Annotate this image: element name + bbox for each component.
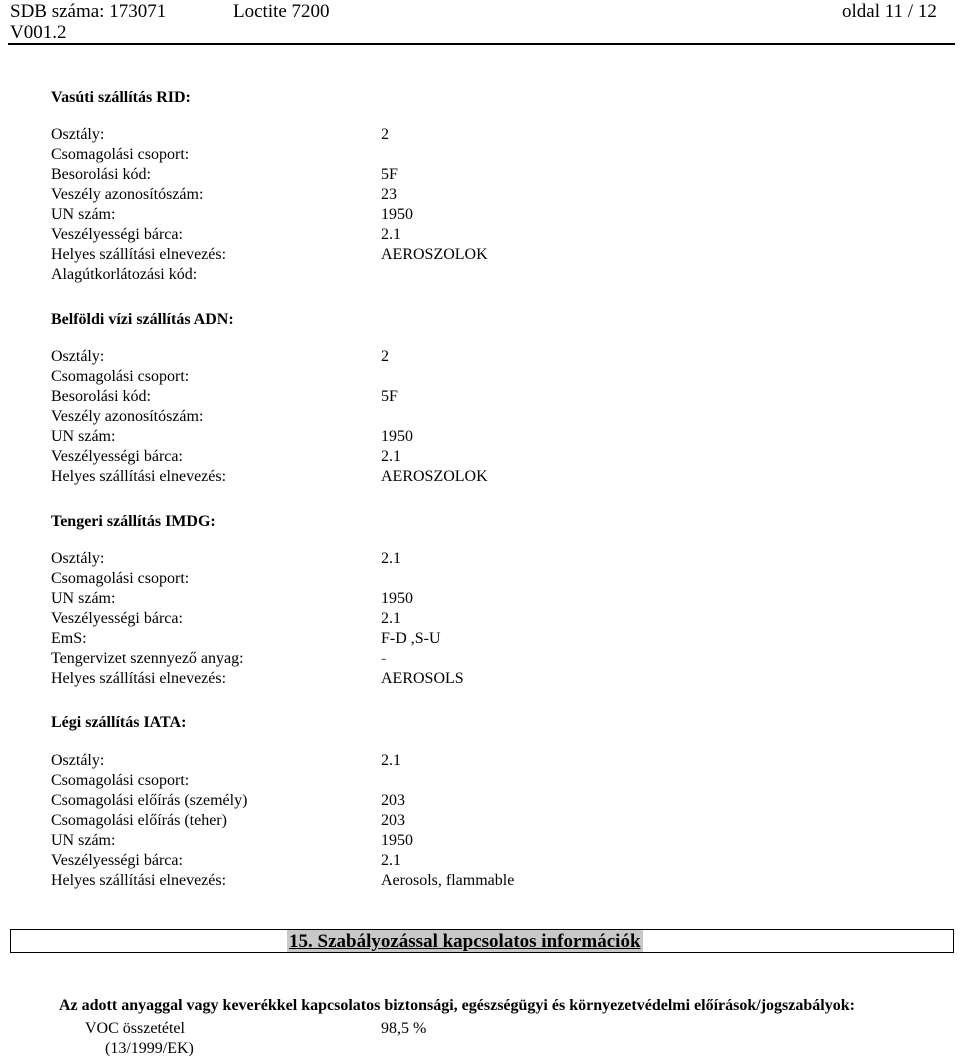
rid-row [51, 205, 931, 225]
rid-row [51, 145, 931, 165]
row-label: Veszély azonosítószám: [51, 186, 204, 203]
rid-row [51, 165, 931, 185]
row-label: UN szám: [51, 832, 116, 849]
regulations-heading: Az adott anyaggal vagy keverékkel kapcsolatos biztonsági, egészségügyi és környezetvédelmi előírások/jogszabályok: [59, 997, 855, 1014]
row-label: Helyes szállítási elnevezés: [51, 670, 227, 687]
adn-row [51, 367, 931, 387]
adn-row [51, 407, 931, 427]
row-label: Csomagolási csoport: [51, 146, 190, 163]
row-label: Helyes szállítási elnevezés: [51, 468, 227, 485]
row-value: 203 [381, 812, 405, 829]
row-label: Csomagolási csoport: [51, 570, 190, 587]
voc-value: 98,5 % [381, 1020, 427, 1037]
iata-row [51, 751, 931, 771]
row-value: F-D ,S-U [381, 630, 441, 647]
row-label: Besorolási kód: [51, 166, 151, 183]
adn-row [51, 447, 931, 467]
row-label: Besorolási kód: [51, 388, 151, 405]
row-value: - [381, 650, 387, 667]
row-label: Csomagolási csoport: [51, 772, 190, 789]
iata-row [51, 831, 931, 851]
row-label: Csomagolási előírás (személy) [51, 792, 248, 809]
imdg-row [51, 589, 931, 609]
row-label: Helyes szállítási elnevezés: [51, 872, 227, 889]
row-label: UN szám: [51, 428, 116, 445]
row-label: EmS: [51, 630, 87, 647]
row-value: 2.1 [381, 852, 401, 869]
row-label: Veszély azonosítószám: [51, 408, 204, 425]
iata-row [51, 771, 931, 791]
rid-title: Vasúti szállítás RID: [51, 89, 191, 106]
row-label: Tengervizet szennyező anyag: [51, 650, 244, 667]
row-value: 2 [381, 126, 389, 143]
version: V001.2 [10, 22, 67, 43]
row-label: Csomagolási csoport: [51, 368, 190, 385]
row-value: 23 [381, 186, 397, 203]
imdg-row [51, 549, 931, 569]
row-value: 2.1 [381, 226, 401, 243]
row-label: UN szám: [51, 206, 116, 223]
row-value: AEROSZOLOK [381, 246, 488, 263]
imdg-row [51, 609, 931, 629]
section-15-title: 15. Szabályozással kapcsolatos információk [289, 931, 641, 952]
row-value: 5F [381, 388, 398, 405]
adn-title: Belföldi vízi szállítás ADN: [51, 311, 234, 328]
row-label: UN szám: [51, 590, 116, 607]
iata-row [51, 871, 931, 891]
row-label: Veszélyességi bárca: [51, 226, 183, 243]
row-value: 1950 [381, 428, 413, 445]
iata-row [51, 791, 931, 811]
iata-row [51, 811, 931, 831]
row-value: 203 [381, 792, 405, 809]
row-value: 5F [381, 166, 398, 183]
adn-row [51, 467, 931, 487]
page-header [8, 0, 952, 44]
rid-row [51, 185, 931, 205]
page-number: oldal 11 / 12 [842, 1, 937, 22]
imdg-row [51, 669, 931, 689]
imdg-title: Tengeri szállítás IMDG: [51, 513, 216, 530]
iata-row [51, 851, 931, 871]
rid-row [51, 265, 931, 285]
row-value: 2 [381, 348, 389, 365]
row-value: AEROSOLS [381, 670, 464, 687]
voc-label: VOC összetétel [85, 1020, 185, 1037]
row-label: Csomagolási előírás (teher) [51, 812, 227, 829]
row-value: 2.1 [381, 752, 401, 769]
imdg-row [51, 649, 931, 669]
rid-row [51, 225, 931, 245]
row-label: Veszélyességi bárca: [51, 610, 183, 627]
row-value: AEROSZOLOK [381, 468, 488, 485]
row-label: Veszélyességi bárca: [51, 448, 183, 465]
row-value: 2.1 [381, 448, 401, 465]
sdb-number: SDB száma: 173071 [10, 1, 167, 22]
imdg-row [51, 629, 931, 649]
adn-row [51, 347, 931, 367]
rid-row [51, 125, 931, 145]
row-label: Veszélyességi bárca: [51, 852, 183, 869]
row-label: Osztály: [51, 752, 105, 769]
row-label: Osztály: [51, 550, 105, 567]
header-divider [8, 43, 955, 45]
adn-row [51, 387, 931, 407]
row-value: 1950 [381, 832, 413, 849]
imdg-row [51, 569, 931, 589]
row-label: Helyes szállítási elnevezés: [51, 246, 227, 263]
row-value: 1950 [381, 206, 413, 223]
rid-row [51, 245, 931, 265]
row-value: 1950 [381, 590, 413, 607]
adn-row [51, 427, 931, 447]
row-value: 2.1 [381, 610, 401, 627]
row-value: Aerosols, flammable [381, 872, 515, 889]
row-label: Osztály: [51, 348, 105, 365]
row-value: 2.1 [381, 550, 401, 567]
voc-regulation-ref: (13/1999/EK) [105, 1040, 194, 1057]
product-name: Loctite 7200 [233, 1, 330, 22]
row-label: Alagútkorlátozási kód: [51, 266, 198, 283]
row-label: Osztály: [51, 126, 105, 143]
iata-title: Légi szállítás IATA: [51, 714, 187, 731]
